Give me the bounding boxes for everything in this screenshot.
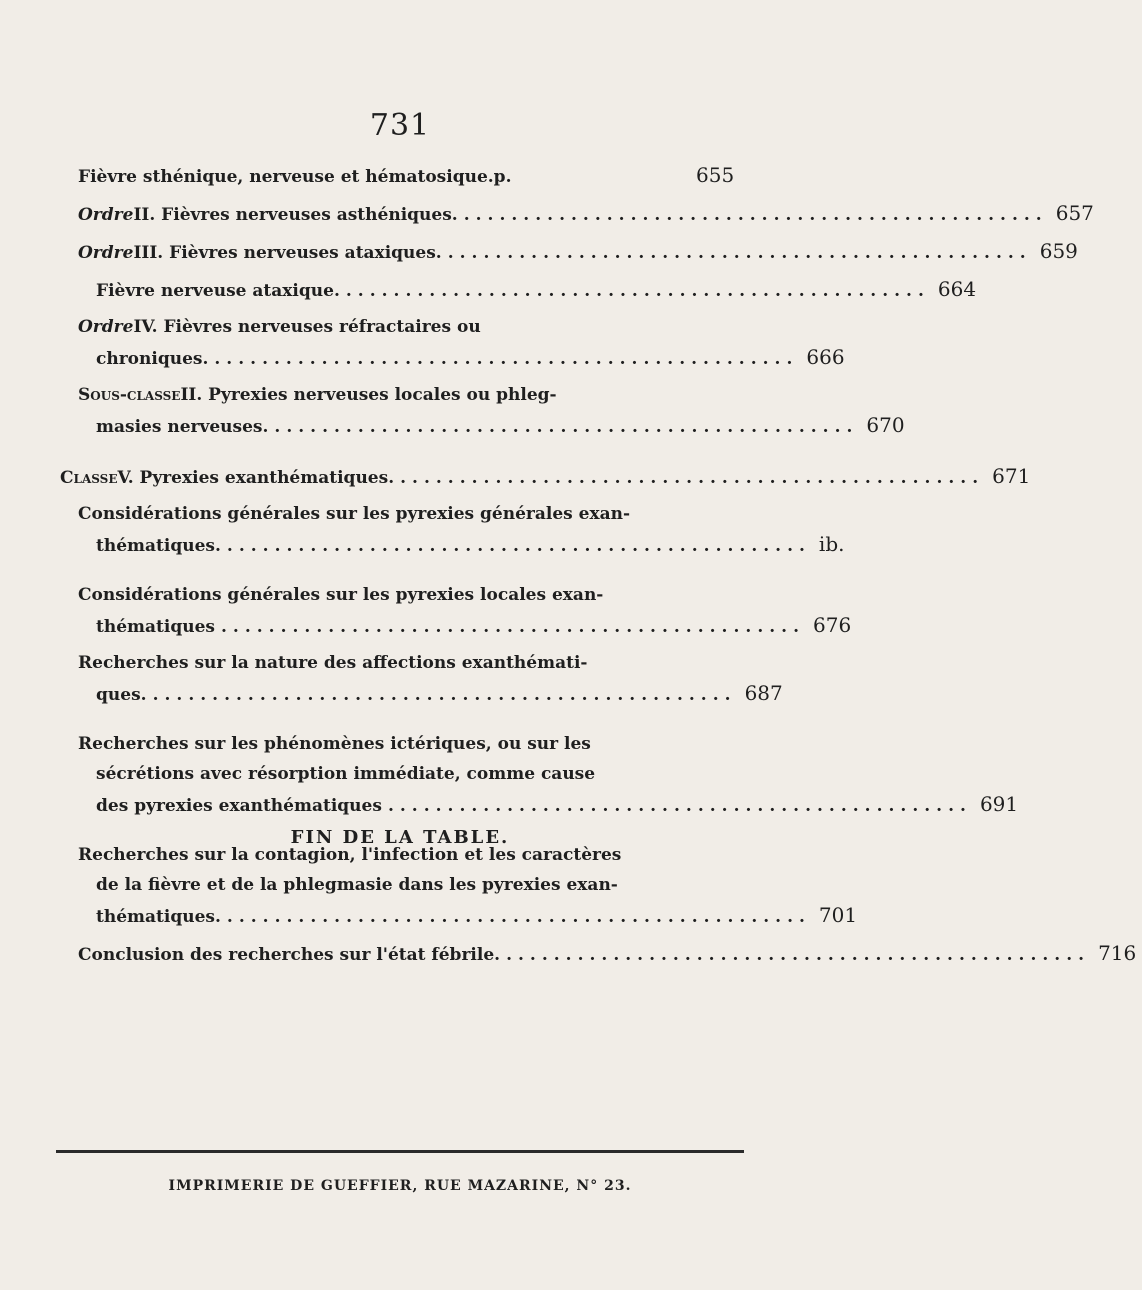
toc-entry-line: [60, 870, 740, 900]
entry-category: Classe: [60, 468, 118, 488]
page-number: 731: [369, 108, 431, 143]
toc-entry-line: [60, 274, 977, 306]
dot-leader: .................................................: [400, 468, 985, 488]
entry-prefix: Ordre: [78, 205, 134, 225]
dot-leader: .................................................: [220, 617, 805, 637]
dot-leader: .................................................: [274, 417, 859, 437]
entry-page-number: ib.: [818, 532, 845, 556]
toc-entry-line: [60, 610, 852, 642]
entry-title: Recherches sur la contagion, l'infection et les caractères: [78, 845, 622, 865]
entry-title: Considérations générales sur les pyrexies locales exan-: [78, 585, 604, 605]
entry-title: Recherches sur la nature des affections exanthémati-: [78, 653, 588, 673]
toc-entry: [60, 274, 977, 306]
entry-page-number: 671: [992, 464, 1031, 488]
toc-entry-line: [60, 160, 740, 192]
entry-page-number: 664: [937, 277, 977, 301]
toc-entry-line: [60, 678, 783, 710]
entry-title: II. Fièvres nerveuses asthéniques.: [133, 205, 458, 225]
entry-title-continued: masies nerveuses.: [96, 417, 269, 437]
toc-entry-line: [60, 499, 740, 529]
entry-category: Sous-classe: [78, 385, 181, 405]
toc-entry: [60, 380, 905, 442]
table-of-contents: [60, 160, 1137, 976]
entry-title-continued: sécrétions avec résorption immédiate, comme cause: [96, 764, 596, 784]
toc-entry-line: [60, 938, 1137, 970]
toc-entry-line: [60, 759, 740, 789]
toc-entry: [60, 198, 1094, 230]
entry-page-number: 659: [1039, 239, 1078, 263]
toc-entry-line: [60, 236, 1078, 268]
toc-entry: [60, 938, 1137, 970]
toc-entry: [60, 160, 740, 192]
entry-prefix: Ordre: [78, 243, 134, 263]
dot-leader: .................................................: [226, 907, 811, 927]
entry-title-continued: des pyrexies exanthématiques: [96, 796, 382, 816]
toc-entry-line: [60, 198, 1094, 230]
entry-title: Fièvre sthénique, nerveuse et hématosique.p.: [78, 167, 512, 187]
entry-title: Conclusion des recherches sur l'état fébrile.: [78, 945, 501, 965]
toc-entry-line: [60, 789, 1019, 821]
toc-entry-line: [60, 729, 740, 759]
dot-leader: .................................................: [387, 796, 972, 816]
entry-page-number: 687: [744, 681, 783, 705]
dot-leader: .................................................: [152, 685, 737, 705]
toc-entry: [60, 840, 858, 932]
toc-entry-line: [60, 580, 740, 610]
entry-title: V. Pyrexies exanthématiques.: [117, 468, 395, 488]
entry-title: Fièvre nerveuse ataxique.: [96, 281, 340, 301]
printer-imprint: IMPRIMERIE DE GUEFFIER, RUE MAZARINE, N° 23.: [168, 1178, 632, 1194]
toc-entry-line: [60, 529, 845, 561]
entry-page-number: 657: [1055, 201, 1094, 225]
toc-entry: [60, 312, 845, 374]
toc-entry-line: [60, 380, 740, 410]
end-of-table-heading: FIN DE LA TABLE.: [290, 827, 510, 848]
entry-prefix: Ordre: [78, 317, 134, 337]
entry-title: III. Fièvres nerveuses ataxiques.: [133, 243, 442, 263]
entry-title: II. Pyrexies nerveuses locales ou phleg-: [180, 385, 557, 405]
entry-page-number: 691: [979, 792, 1019, 816]
dot-leader: .................................................: [214, 349, 799, 369]
toc-entry-line: [60, 342, 845, 374]
entry-page-number: 701: [818, 903, 858, 927]
toc-entry-line: [60, 312, 740, 342]
entry-page-number: 676: [813, 613, 852, 637]
entry-title-continued: thématiques.: [96, 907, 221, 927]
entry-title: IV. Fièvres nerveuses réfractaires ou: [133, 317, 481, 337]
entry-page-number: 666: [806, 345, 845, 369]
toc-entry: [60, 236, 1078, 268]
dot-leader: .................................................: [447, 243, 1032, 263]
dot-leader: .................................................: [463, 205, 1048, 225]
entry-title-continued: chroniques.: [96, 349, 209, 369]
entry-title-continued: ques.: [96, 685, 147, 705]
toc-entry: [60, 499, 845, 561]
dot-leader: .................................................: [345, 281, 930, 301]
toc-entry-line: [60, 461, 1031, 493]
divider-rule: [56, 1150, 744, 1153]
toc-entry: [60, 648, 783, 710]
entry-page-number: 655: [696, 163, 735, 187]
entry-title-continued: de la fièvre et de la phlegmasie dans les pyrexies exan-: [96, 875, 618, 895]
entry-title: Considérations générales sur les pyrexies générales exan-: [78, 504, 631, 524]
entry-title-continued: thématiques.: [96, 536, 221, 556]
entry-page-number: 670: [866, 413, 905, 437]
toc-entry: [60, 461, 1031, 493]
entry-page-number: 716: [1098, 941, 1137, 965]
toc-entry-line: [60, 410, 905, 442]
toc-entry: [60, 729, 1019, 821]
toc-entry-line: [60, 648, 740, 678]
dot-leader: .................................................: [506, 945, 1091, 965]
entry-title: Recherches sur les phénomènes ictériques, ou sur les: [78, 734, 591, 754]
toc-entry: [60, 580, 852, 642]
dot-leader: .................................................: [226, 536, 811, 556]
toc-entry-line: [60, 900, 858, 932]
entry-title-continued: thématiques: [96, 617, 215, 637]
